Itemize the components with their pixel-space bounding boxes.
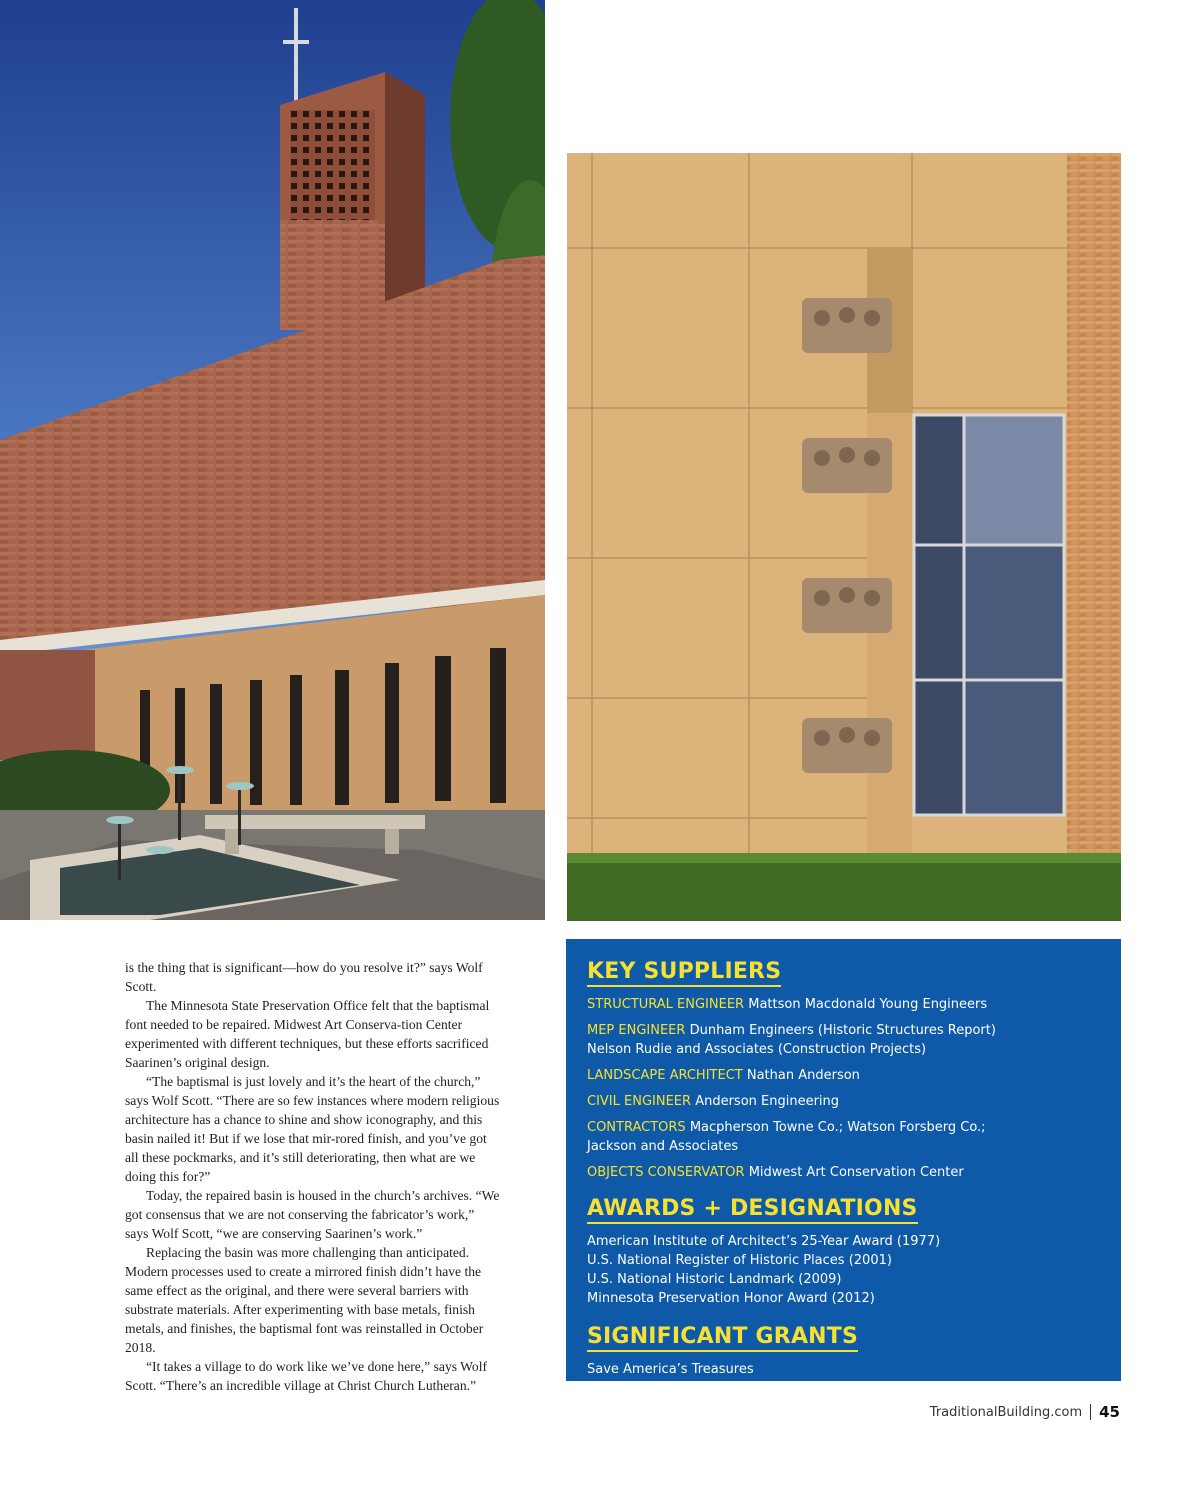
- supplier-entry: [587, 1021, 1100, 1059]
- awards-list: [587, 1232, 1100, 1308]
- award-item: U.S. National Register of Historic Places (2001): [587, 1253, 892, 1268]
- project-facts-sidebar: [566, 939, 1121, 1396]
- award-item: Minnesota Preservation Honor Award (2012): [587, 1291, 875, 1306]
- supplier-name: Mattson Macdonald Young Engineers: [748, 997, 988, 1012]
- award-item: U.S. National Historic Landmark (2009): [587, 1272, 842, 1287]
- article-paragraph: Today, the repaired basin is housed in the church’s archives. “We got consensus that we are not conserving the fabricator’s work,” says Wolf Scott, “we are conserving Saarinen’s work.”: [125, 1188, 500, 1241]
- supplier-role: STRUCTURAL ENGINEER: [587, 997, 745, 1012]
- facade-relief-illustration: [567, 153, 1121, 921]
- supplier-name-extra: Jackson and Associates: [587, 1139, 739, 1154]
- supplier-name: Nathan Anderson: [746, 1068, 860, 1083]
- page-number: 45: [1099, 1403, 1120, 1421]
- grant-item: Save America’s Treasures: [587, 1362, 754, 1377]
- supplier-name: Midwest Art Conservation Center: [748, 1165, 964, 1180]
- church-exterior-photo: [0, 0, 545, 920]
- key-suppliers-heading: KEY SUPPLIERS: [587, 957, 1100, 987]
- supplier-entry: [587, 995, 1100, 1014]
- supplier-role: MEP ENGINEER: [587, 1023, 686, 1038]
- article-paragraph: The Minnesota State Preservation Office felt that the baptismal font needed to be repaired. Midwest Art Conserva-tion Center experimented with different techniques, but these efforts sacrificed Saarinen’s original design.: [125, 998, 490, 1070]
- supplier-entry: [587, 1118, 1100, 1156]
- supplier-entry: [587, 1092, 1100, 1111]
- awards-heading: AWARDS + DESIGNATIONS: [587, 1194, 1100, 1224]
- grants-heading: SIGNIFICANT GRANTS: [587, 1322, 1100, 1352]
- footer-divider: [1090, 1404, 1091, 1420]
- supplier-entry: [587, 1066, 1100, 1085]
- supplier-name-extra: Nelson Rudie and Associates (Construction Projects): [587, 1042, 927, 1057]
- grants-list: [587, 1360, 1100, 1398]
- supplier-name: Macpherson Towne Co.; Watson Forsberg Co.;: [689, 1120, 986, 1135]
- award-item: American Institute of Architect’s 25-Year Award (1977): [587, 1234, 941, 1249]
- article-paragraph: “It takes a village to do work like we’ve done here,” says Wolf Scott. “There’s an incredible village at Christ Church Lutheran.”: [125, 1359, 488, 1393]
- supplier-role: CIVIL ENGINEER: [587, 1094, 692, 1109]
- article-body: [125, 958, 500, 1395]
- article-paragraph: Replacing the basin was more challenging than anticipated. Modern processes used to create a mirrored finish didn’t have the same effect as the original, and there were several barriers with substrate materials. After experimenting with base metals, finish metals, and finishes, the baptismal font was reinstalled in October 2018.: [125, 1245, 484, 1355]
- article-paragraph: “The baptismal is just lovely and it’s the heart of the church,” says Wolf Scott. “There are so few instances where modern religious architecture has a chance to shine and show iconography, and this basin nailed it! But if we lose that mir-rored finish, and you’ve got all these pockmarks, and it’s still deteriorating, then what are we doing this for?”: [125, 1074, 500, 1184]
- supplier-role: LANDSCAPE ARCHITECT: [587, 1068, 743, 1083]
- article-paragraph: is the thing that is significant—how do you resolve it?” says Wolf Scott.: [125, 960, 483, 994]
- facade-relief-photo: [567, 153, 1121, 921]
- supplier-name: Dunham Engineers (Historic Structures Report): [689, 1023, 996, 1038]
- page-footer: [930, 1403, 1120, 1421]
- supplier-name: Anderson Engineering: [695, 1094, 840, 1109]
- church-exterior-illustration: [0, 0, 545, 920]
- supplier-role: CONTRACTORS: [587, 1120, 686, 1135]
- supplier-role: OBJECTS CONSERVATOR: [587, 1165, 745, 1180]
- footer-site: TraditionalBuilding.com: [929, 1404, 1083, 1420]
- supplier-entry: [587, 1163, 1100, 1182]
- grant-item: Minnesota Historical and Cultural Heritage Legacy Grant: [587, 1381, 955, 1396]
